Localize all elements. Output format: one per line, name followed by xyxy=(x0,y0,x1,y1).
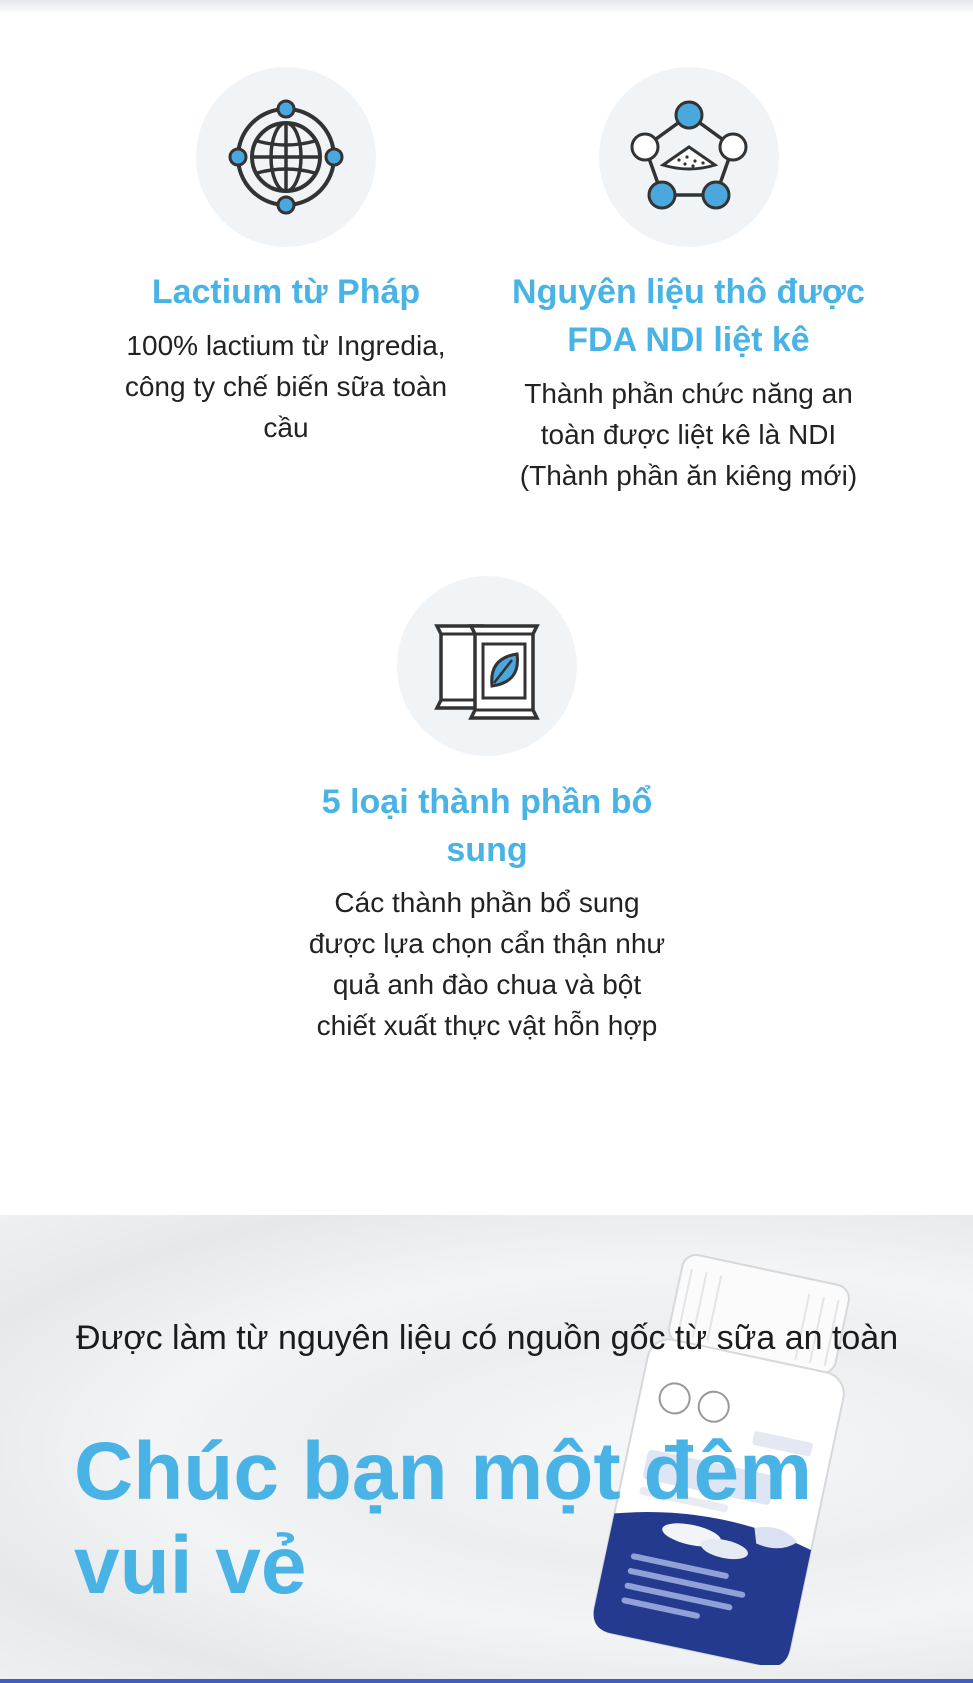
feature-title: Lactium từ Pháp xyxy=(151,273,421,311)
molecule-icon xyxy=(599,67,779,247)
banner-subtitle: Được làm từ nguyên liệu có nguồn gốc từ sữa an toàn xyxy=(76,1319,899,1357)
banner-title: Chúc bạn một đêm vui vẻ xyxy=(74,1426,813,1611)
feature-description: Các thành phần bổ sung được lựa chọn cẩn thận như quả anh đào chua và bột chiết xuất thực vật hỗn hợp xyxy=(308,887,666,1041)
feature-description: Thành phần chức năng an toàn được liệt kê là NDI (Thành phần ăn kiêng mới) xyxy=(519,378,858,491)
feature-title: Nguyên liệu thô được FDA NDI liệt kê xyxy=(512,273,865,359)
top-shadow-divider xyxy=(0,0,973,14)
leaf-package-icon-badge xyxy=(397,576,577,756)
globe-icon xyxy=(196,67,376,247)
molecule-icon-badge xyxy=(599,67,779,247)
feature-title: 5 loại thành phần bổ sung xyxy=(321,783,653,869)
product-banner xyxy=(0,1215,973,1683)
feature-description: 100% lactium từ Ingredia, công ty chế biến sữa toàn cầu xyxy=(124,330,448,443)
globe-icon-badge xyxy=(196,67,376,247)
leaf-package-icon xyxy=(397,576,577,756)
bottom-accent-bar xyxy=(0,1679,973,1683)
